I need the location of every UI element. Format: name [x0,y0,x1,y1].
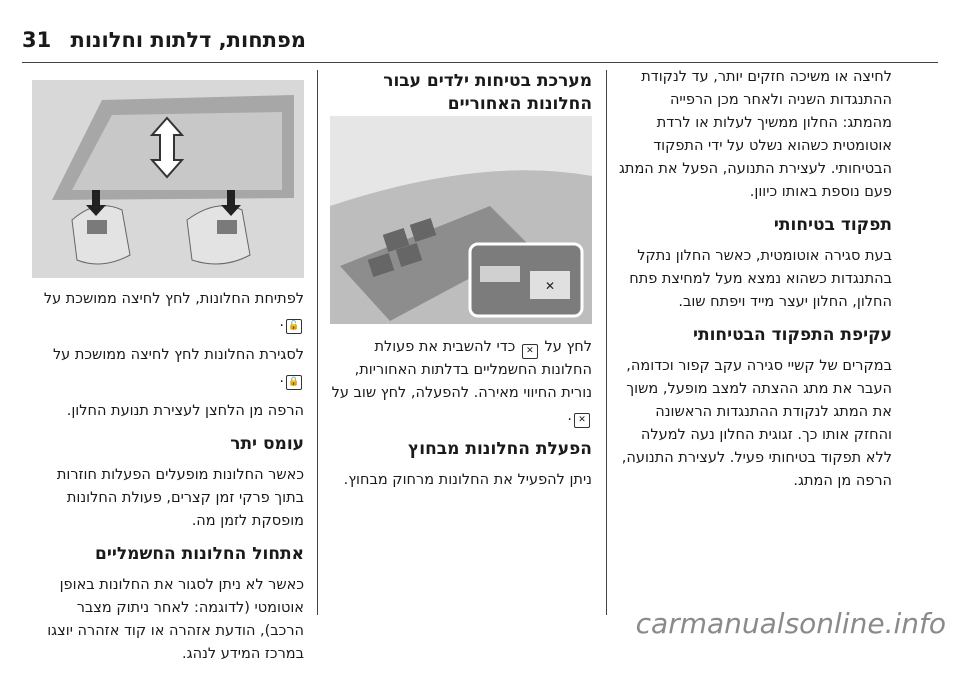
svg-text:✕: ✕ [544,279,556,293]
key-window-illustration [32,80,304,278]
text-safety-function: בעת סגירה אוטומטית, כאשר החלון נתקל בהתנגדות כשהוא נמצא מעל למחיצת פתח החלון, החלון יעצר מייד ויפתח שוב. [629,248,892,310]
column-left [32,288,304,676]
page-header [0,0,960,60]
column-right [618,66,892,503]
text-open-windows: לפתיחת החלונות, לחץ לחיצה ממושכת על 🔓. [32,288,304,334]
text-auto-operation: לחיצה או משיכה חזקים יותר, עד לנקודת ההתנגדות השניה ולאחר מכן הרפייה מהמתג: החלון ממשיך לעלות או לרדת אוטומטית כשהוא נשלט על ידי התפקוד הבטיחותי. לעצירת התנועה, הפעל את המתג פעם נוספת באותו כיוון. [618,69,892,200]
text-stop-movement: הרפה מן הלחצן לעצירת תנועת החלון. [66,403,304,419]
heading-override-safety: עקיפת התפקוד הבטיחותי [692,325,892,345]
lock-icon: 🔒 [286,375,302,390]
text-external-operation: ניתן להפעיל את החלונות מרחוק מבחוץ. [343,472,592,488]
key-window-svg [32,80,304,278]
switch-detail-inset [470,244,582,316]
text-init-windows: כאשר לא ניתן לסגור את החלונות באופן אוטומטי (לדוגמה: לאחר ניתוק מצבר הרכב), הודעת אזהרה או קוד אזהרה יוצגו במרכז המידע לנהג. [47,577,304,662]
heading-child-safety: מערכת בטיחות ילדים עבור החלונות האחוריים [383,71,592,114]
door-switch-svg [330,116,592,324]
heading-external-operation: הפעלת החלונות מבחוץ [408,439,592,459]
door-switch-illustration [330,116,592,324]
unlock-icon: 🔓 [286,319,302,334]
child-lock-icon: ✕ [522,344,538,359]
page-title: מפתחות, דלתות וחלונות [70,28,306,52]
child-lock-icon: ✕ [574,413,590,428]
text-child-safety: לחץ על ✕ כדי להשבית את פעולת החלונות החשמליים בדלתות האחוריות, נורית החיווי מאירה. להפעלה, לחץ שוב על ✕. [330,336,592,428]
heading-init-windows: אתחול החלונות החשמליים [95,544,304,564]
heading-safety-function: תפקוד בטיחותי [773,215,892,235]
text-override-safety: במקרים של קשיי סגירה עקב קפור וכדומה, העבר את מתג ההצתה למצב מופעל, משוך את המתג לנקודת ההתנגדות הראשונה והחזק אותו כך. זגוגית החלון נעה למעלה ללא תפקוד בטיחותי פעיל. לעצירת התנועה, הרפה מן המתג. [621,358,892,489]
column-middle [330,336,592,502]
column-divider-left [317,70,318,615]
watermark: carmanualsonline.info [635,607,946,640]
column-divider-right [606,70,607,615]
header-rule [22,62,938,63]
heading-overload: עומס יתר [230,434,304,454]
page-number: 31 [22,28,52,52]
text-close-windows: לסגירת החלונות לחץ לחיצה ממושכת על 🔒. [32,344,304,390]
text-overload: כאשר החלונות מופעלים הפעלות חוזרות בתוך פרקי זמן קצרים, פעולת החלונות מופסקת לזמן מה. [56,467,304,529]
